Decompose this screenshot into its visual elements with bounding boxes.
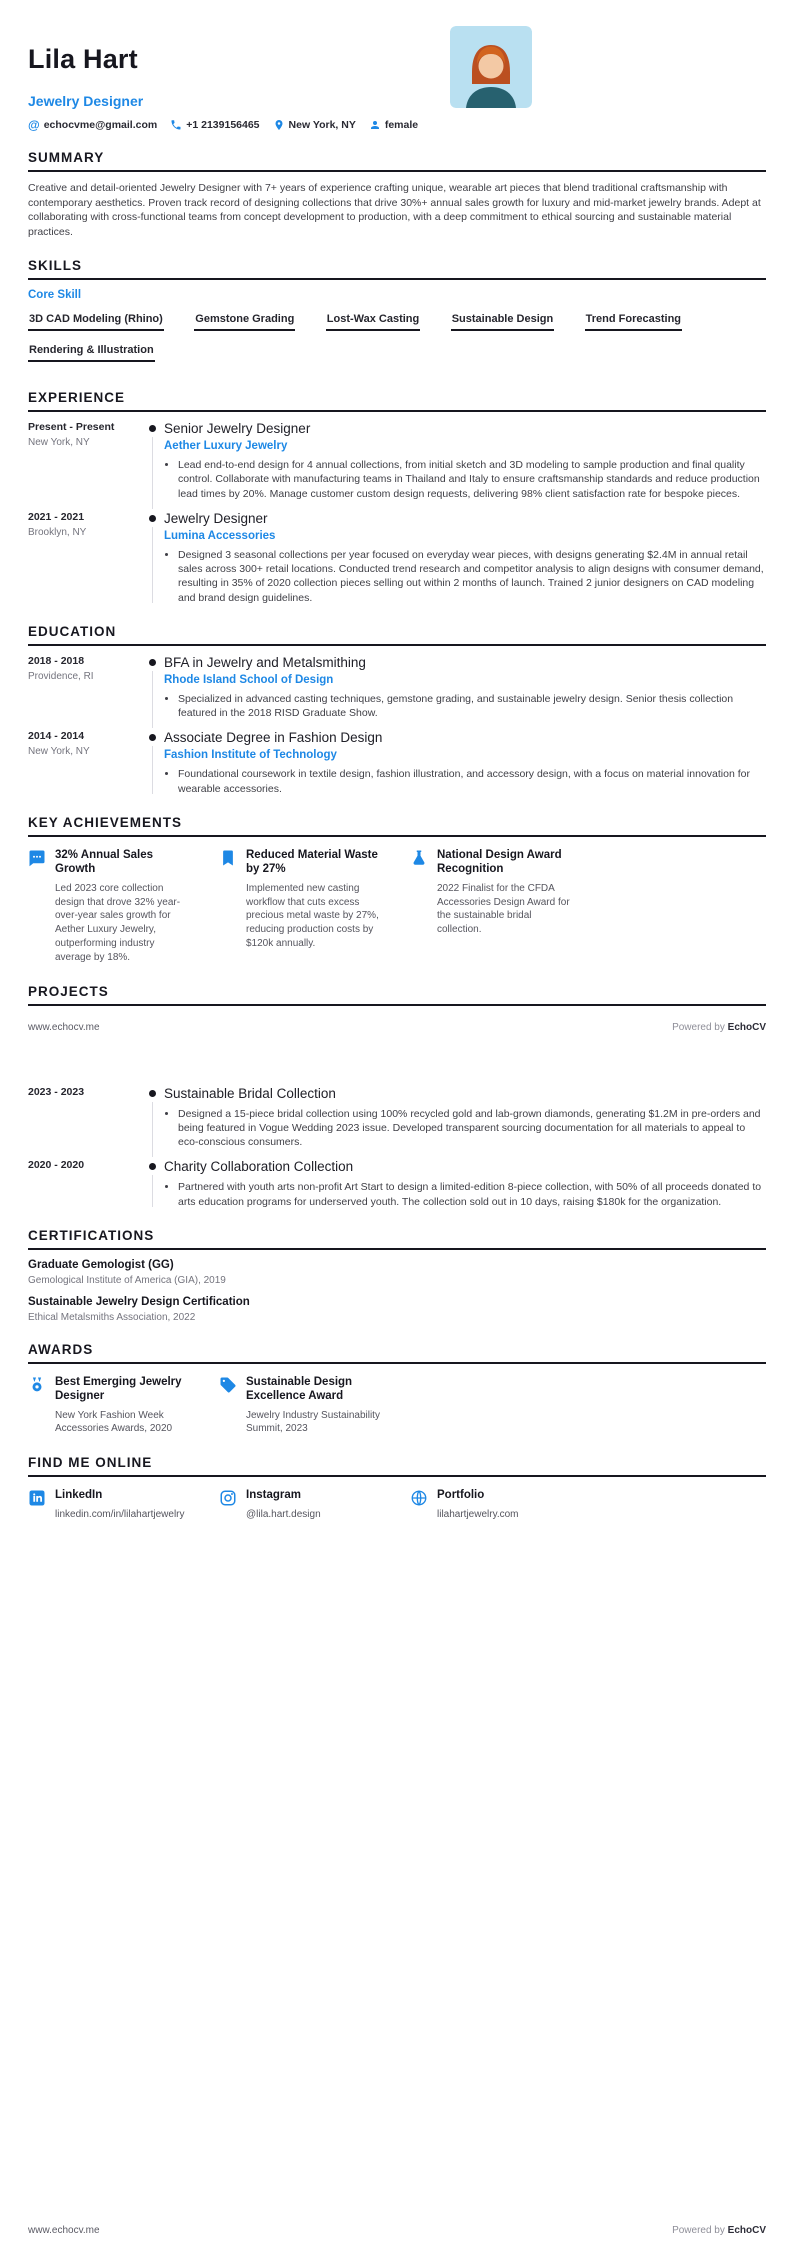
timeline-dot xyxy=(149,734,156,741)
achievement-content xyxy=(55,848,193,965)
achievement-item xyxy=(28,848,193,965)
summary-heading: SUMMARY xyxy=(28,150,766,172)
powered-by-text: Powered by xyxy=(672,1021,728,1033)
achievement-text: Led 2023 core collection design that drove 32% year-over-year sales growth for Aether Luxury Jewelry, outperforming industry average by 18%. xyxy=(55,882,181,963)
experience-entry xyxy=(28,511,766,605)
echocv-brand: EchoCV xyxy=(727,1021,766,1033)
bullet-list xyxy=(164,1107,766,1150)
online-content xyxy=(437,1488,575,1521)
certifications-heading: CERTIFICATIONS xyxy=(28,1228,766,1250)
instagram-icon xyxy=(219,1488,241,1507)
award-text: New York Fashion Week Accessories Awards, 2020 xyxy=(55,1409,173,1435)
timeline xyxy=(140,655,164,721)
footer-site-link[interactable]: www.echocv.me xyxy=(28,1021,100,1033)
timeline-dot xyxy=(149,659,156,666)
entry-body xyxy=(164,511,766,605)
bullet: • Designed 3 seasonal collections per year focused on everyday wear pieces, with designs generating $2.4M in annual retail sales across 300+ retail locations. Conducted trend research and competitor analysis to align designs with consumer demand, resulting in 35% of 2020 collection pieces selling out within 2 months of launch. Trained 2 junior designers on CAD modeling and brand design guidelines. xyxy=(178,548,766,605)
award-item xyxy=(219,1375,384,1436)
school-link[interactable]: Rhode Island School of Design xyxy=(164,673,334,686)
education-body xyxy=(28,655,766,796)
contact-location-text: New York, NY xyxy=(288,119,356,132)
summary-section xyxy=(28,150,766,239)
company-link[interactable]: Aether Luxury Jewelry xyxy=(164,440,288,453)
skill-chip: Trend Forecasting xyxy=(585,313,682,331)
position-title: Jewelry Designer xyxy=(164,510,268,526)
footer-powered-by xyxy=(672,1022,766,1033)
awards-section xyxy=(28,1342,766,1436)
school-link[interactable]: Fashion Institute of Technology xyxy=(164,749,337,762)
resume-header xyxy=(28,26,532,131)
skill-chip: Gemstone Grading xyxy=(194,313,295,331)
entry-meta xyxy=(28,511,140,605)
entry-dates: 2020 - 2020 xyxy=(28,1159,85,1172)
certifications-section xyxy=(28,1228,766,1323)
powered-by-text: Powered by xyxy=(672,2225,728,2236)
page-break-footer xyxy=(28,1022,766,1033)
entry-location: New York, NY xyxy=(28,437,90,449)
entry-body xyxy=(164,730,766,796)
certification-issuer: Ethical Metalsmiths Association, 2022 xyxy=(28,1311,196,1323)
entry-dates: 2018 - 2018 xyxy=(28,654,85,667)
entry-body xyxy=(164,655,766,721)
timeline-line xyxy=(152,527,153,603)
person-icon xyxy=(369,119,381,131)
achievement-title: Reduced Material Waste by 27% xyxy=(246,849,378,876)
location-pin-icon xyxy=(273,119,285,131)
ribbon-bookmark-icon xyxy=(219,848,241,867)
online-label: Portfolio xyxy=(437,1489,485,1502)
contact-gender xyxy=(369,119,418,131)
entry-meta xyxy=(28,1159,140,1209)
timeline-dot xyxy=(149,515,156,522)
bullet-list xyxy=(164,767,766,796)
award-content xyxy=(55,1375,193,1436)
bullet-list xyxy=(164,692,766,721)
document-footer xyxy=(28,2225,766,2236)
projects-section xyxy=(28,984,766,1006)
project-entry xyxy=(28,1086,766,1150)
entry-dates: Present - Present xyxy=(28,421,115,434)
company-link[interactable]: Lumina Accessories xyxy=(164,529,276,542)
degree-title: Associate Degree in Fashion Design xyxy=(164,730,383,746)
timeline xyxy=(140,1086,164,1150)
summary-text: Creative and detail-oriented Jewelry Designer with 7+ years of experience crafting unique, wearable art pieces that blend traditional craftsmanship with contemporary aesthetics. Proven track record of designing collections that drive 30%+ annual sales growth for luxury and mid-market jewelry brands. Adept at collaborating with cross-functional teams from concept development to production, with a deep commitment to ethical sourcing and sustainable material practices. xyxy=(28,182,761,238)
entry-dates: 2014 - 2014 xyxy=(28,730,85,743)
awards-heading: AWARDS xyxy=(28,1342,766,1364)
certification-item xyxy=(28,1259,766,1286)
bullet: • Partnered with youth arts non-profit Art Start to design a limited-edition 8-piece collection, with 50% of all proceeds donated to arts education programs for underserved youth. The collection sold out in 10 days, raising $180k for the organization. xyxy=(178,1180,766,1209)
timeline xyxy=(140,730,164,796)
award-content xyxy=(246,1375,384,1436)
experience-heading: EXPERIENCE xyxy=(28,390,766,412)
project-title: Charity Collaboration Collection xyxy=(164,1159,354,1175)
linkedin-icon xyxy=(28,1488,50,1507)
tag-badge-icon xyxy=(219,1375,241,1394)
contact-email[interactable] xyxy=(28,119,157,131)
achievement-title: 32% Annual Sales Growth xyxy=(55,849,154,876)
achievements-section xyxy=(28,815,766,965)
bullet-list xyxy=(164,458,766,501)
timeline-dot xyxy=(149,1090,156,1097)
skills-body xyxy=(28,289,766,371)
contact-phone-text: +1 2139156465 xyxy=(186,119,260,132)
echocv-brand: EchoCV xyxy=(727,2225,766,2236)
award-item xyxy=(28,1375,193,1436)
page-break-gap xyxy=(28,1033,766,1077)
certification-item xyxy=(28,1296,766,1323)
bullet: • Lead end-to-end design for 4 annual collections, from initial sketch and 3D modeling to sample production and final quality control. Collaborate with manufacturing teams in Thailand and Italy to ensure craftsmanship standards and reduce production lead times by 20%. Manage customer custom design requests, delivering 98% client satisfaction rate for bespoke pieces. xyxy=(178,458,766,501)
entry-body xyxy=(164,421,766,501)
online-label: LinkedIn xyxy=(55,1489,103,1502)
education-section xyxy=(28,624,766,796)
profile-photo xyxy=(450,26,532,108)
entry-dates: 2021 - 2021 xyxy=(28,510,85,523)
achievement-text: 2022 Finalist for the CFDA Accessories Design Award for the sustainable bridal collection. xyxy=(437,882,570,936)
timeline-line xyxy=(152,671,153,729)
phone-icon xyxy=(170,119,182,131)
contact-location xyxy=(273,119,356,131)
contact-phone[interactable] xyxy=(170,119,259,131)
candidate-title: Jewelry Designer xyxy=(28,93,144,110)
bullet-list xyxy=(164,548,766,605)
online-item-portfolio xyxy=(410,1488,575,1521)
online-grid xyxy=(28,1488,766,1521)
degree-title: BFA in Jewelry and Metalsmithing xyxy=(164,654,366,670)
entry-location: Providence, RI xyxy=(28,670,94,682)
experience-section xyxy=(28,390,766,605)
certifications-body xyxy=(28,1259,766,1323)
projects-body xyxy=(28,1086,766,1209)
achievements-grid xyxy=(28,848,766,965)
entry-meta xyxy=(28,730,140,796)
entry-body xyxy=(164,1086,766,1150)
experience-body xyxy=(28,421,766,605)
globe-icon xyxy=(410,1488,432,1507)
skill-chip: Lost-Wax Casting xyxy=(326,313,421,331)
education-entry xyxy=(28,655,766,721)
skills-chip-list xyxy=(28,309,766,371)
skills-heading: SKILLS xyxy=(28,258,766,280)
chat-bubble-icon xyxy=(28,848,50,867)
timeline xyxy=(140,1159,164,1209)
online-label: Instagram xyxy=(246,1489,301,1502)
timeline-dot xyxy=(149,1163,156,1170)
achievements-heading: KEY ACHIEVEMENTS xyxy=(28,815,766,837)
contact-email-text: echocvme@gmail.com xyxy=(43,119,158,132)
achievement-item xyxy=(410,848,575,965)
skills-group-label: Core Skill xyxy=(28,289,82,302)
candidate-name: Lila Hart xyxy=(28,44,138,75)
online-value-link[interactable]: @lila.hart.design xyxy=(246,1508,321,1520)
education-entry xyxy=(28,730,766,796)
bullet-list xyxy=(164,1180,766,1209)
skills-section xyxy=(28,258,766,371)
online-content xyxy=(55,1488,193,1521)
online-value-link[interactable]: lilahartjewelry.com xyxy=(437,1508,519,1520)
timeline-line xyxy=(152,1102,153,1158)
online-item-instagram xyxy=(219,1488,384,1521)
contact-gender-text: female xyxy=(384,119,419,132)
footer-powered-by xyxy=(672,2225,766,2236)
entry-body xyxy=(164,1159,766,1209)
achievement-item xyxy=(219,848,384,965)
timeline-line xyxy=(152,1175,153,1207)
position-title: Senior Jewelry Designer xyxy=(164,421,311,437)
achievement-content xyxy=(246,848,384,951)
timeline-line xyxy=(152,437,153,509)
footer-site-link[interactable]: www.echocv.me xyxy=(28,2225,100,2236)
bullet: • Designed a 15-piece bridal collection using 100% recycled gold and lab-grown diamonds, generating $1.2M in pre-orders and being featured in Vogue Wedding 2023 issue. Developed transparent sourcing documentation for all materials to appeal to eco-conscious consumers. xyxy=(178,1107,766,1150)
certification-issuer: Gemological Institute of America (GIA), 2019 xyxy=(28,1274,226,1286)
contact-row xyxy=(28,119,418,131)
entry-dates: 2023 - 2023 xyxy=(28,1085,85,1098)
award-text: Jewelry Industry Sustainability Summit, 2023 xyxy=(246,1409,380,1435)
online-section xyxy=(28,1455,766,1521)
entry-meta xyxy=(28,655,140,721)
skill-chip: Rendering & Illustration xyxy=(28,344,155,362)
timeline-line xyxy=(152,746,153,794)
skill-chip: Sustainable Design xyxy=(451,313,554,331)
flask-icon xyxy=(410,848,432,867)
email-icon: @ xyxy=(28,118,40,133)
online-heading: FIND ME ONLINE xyxy=(28,1455,766,1477)
timeline-dot xyxy=(149,425,156,432)
entry-location: New York, NY xyxy=(28,746,90,758)
summary-body xyxy=(28,181,766,239)
experience-entry xyxy=(28,421,766,501)
project-entry xyxy=(28,1159,766,1209)
skill-chip: 3D CAD Modeling (Rhino) xyxy=(28,313,164,331)
projects-heading: PROJECTS xyxy=(28,984,766,1006)
bullet: • Specialized in advanced casting techniques, gemstone grading, and sustainable jewelry design. Senior thesis collection featured in the 2018 RISD Graduate Show. xyxy=(178,692,766,721)
certification-name: Graduate Gemologist (GG) xyxy=(28,1258,174,1271)
online-item-linkedin xyxy=(28,1488,193,1521)
education-heading: EDUCATION xyxy=(28,624,766,646)
online-content xyxy=(246,1488,384,1521)
entry-meta xyxy=(28,421,140,501)
certification-name: Sustainable Jewelry Design Certification xyxy=(28,1295,250,1308)
entry-location: Brooklyn, NY xyxy=(28,526,87,538)
project-title: Sustainable Bridal Collection xyxy=(164,1085,336,1101)
achievement-content xyxy=(437,848,575,937)
awards-grid xyxy=(28,1375,766,1436)
entry-meta xyxy=(28,1086,140,1150)
achievement-text: Implemented new casting workflow that cuts excess precious metal waste by 27%, reducing production costs by $120k annually. xyxy=(246,882,379,949)
medal-icon xyxy=(28,1375,50,1394)
header-text xyxy=(28,26,418,131)
avatar-illustration xyxy=(450,26,532,108)
bullet: • Foundational coursework in textile design, fashion illustration, and accessory design, with a focus on material innovation for wearable accessories. xyxy=(178,767,766,796)
timeline xyxy=(140,511,164,605)
timeline xyxy=(140,421,164,501)
achievement-title: National Design Award Recognition xyxy=(437,849,562,876)
award-title: Sustainable Design Excellence Award xyxy=(246,1375,353,1403)
award-title: Best Emerging Jewelry Designer xyxy=(55,1375,182,1403)
online-value-link[interactable]: linkedin.com/in/lilahartjewelry xyxy=(55,1508,185,1520)
